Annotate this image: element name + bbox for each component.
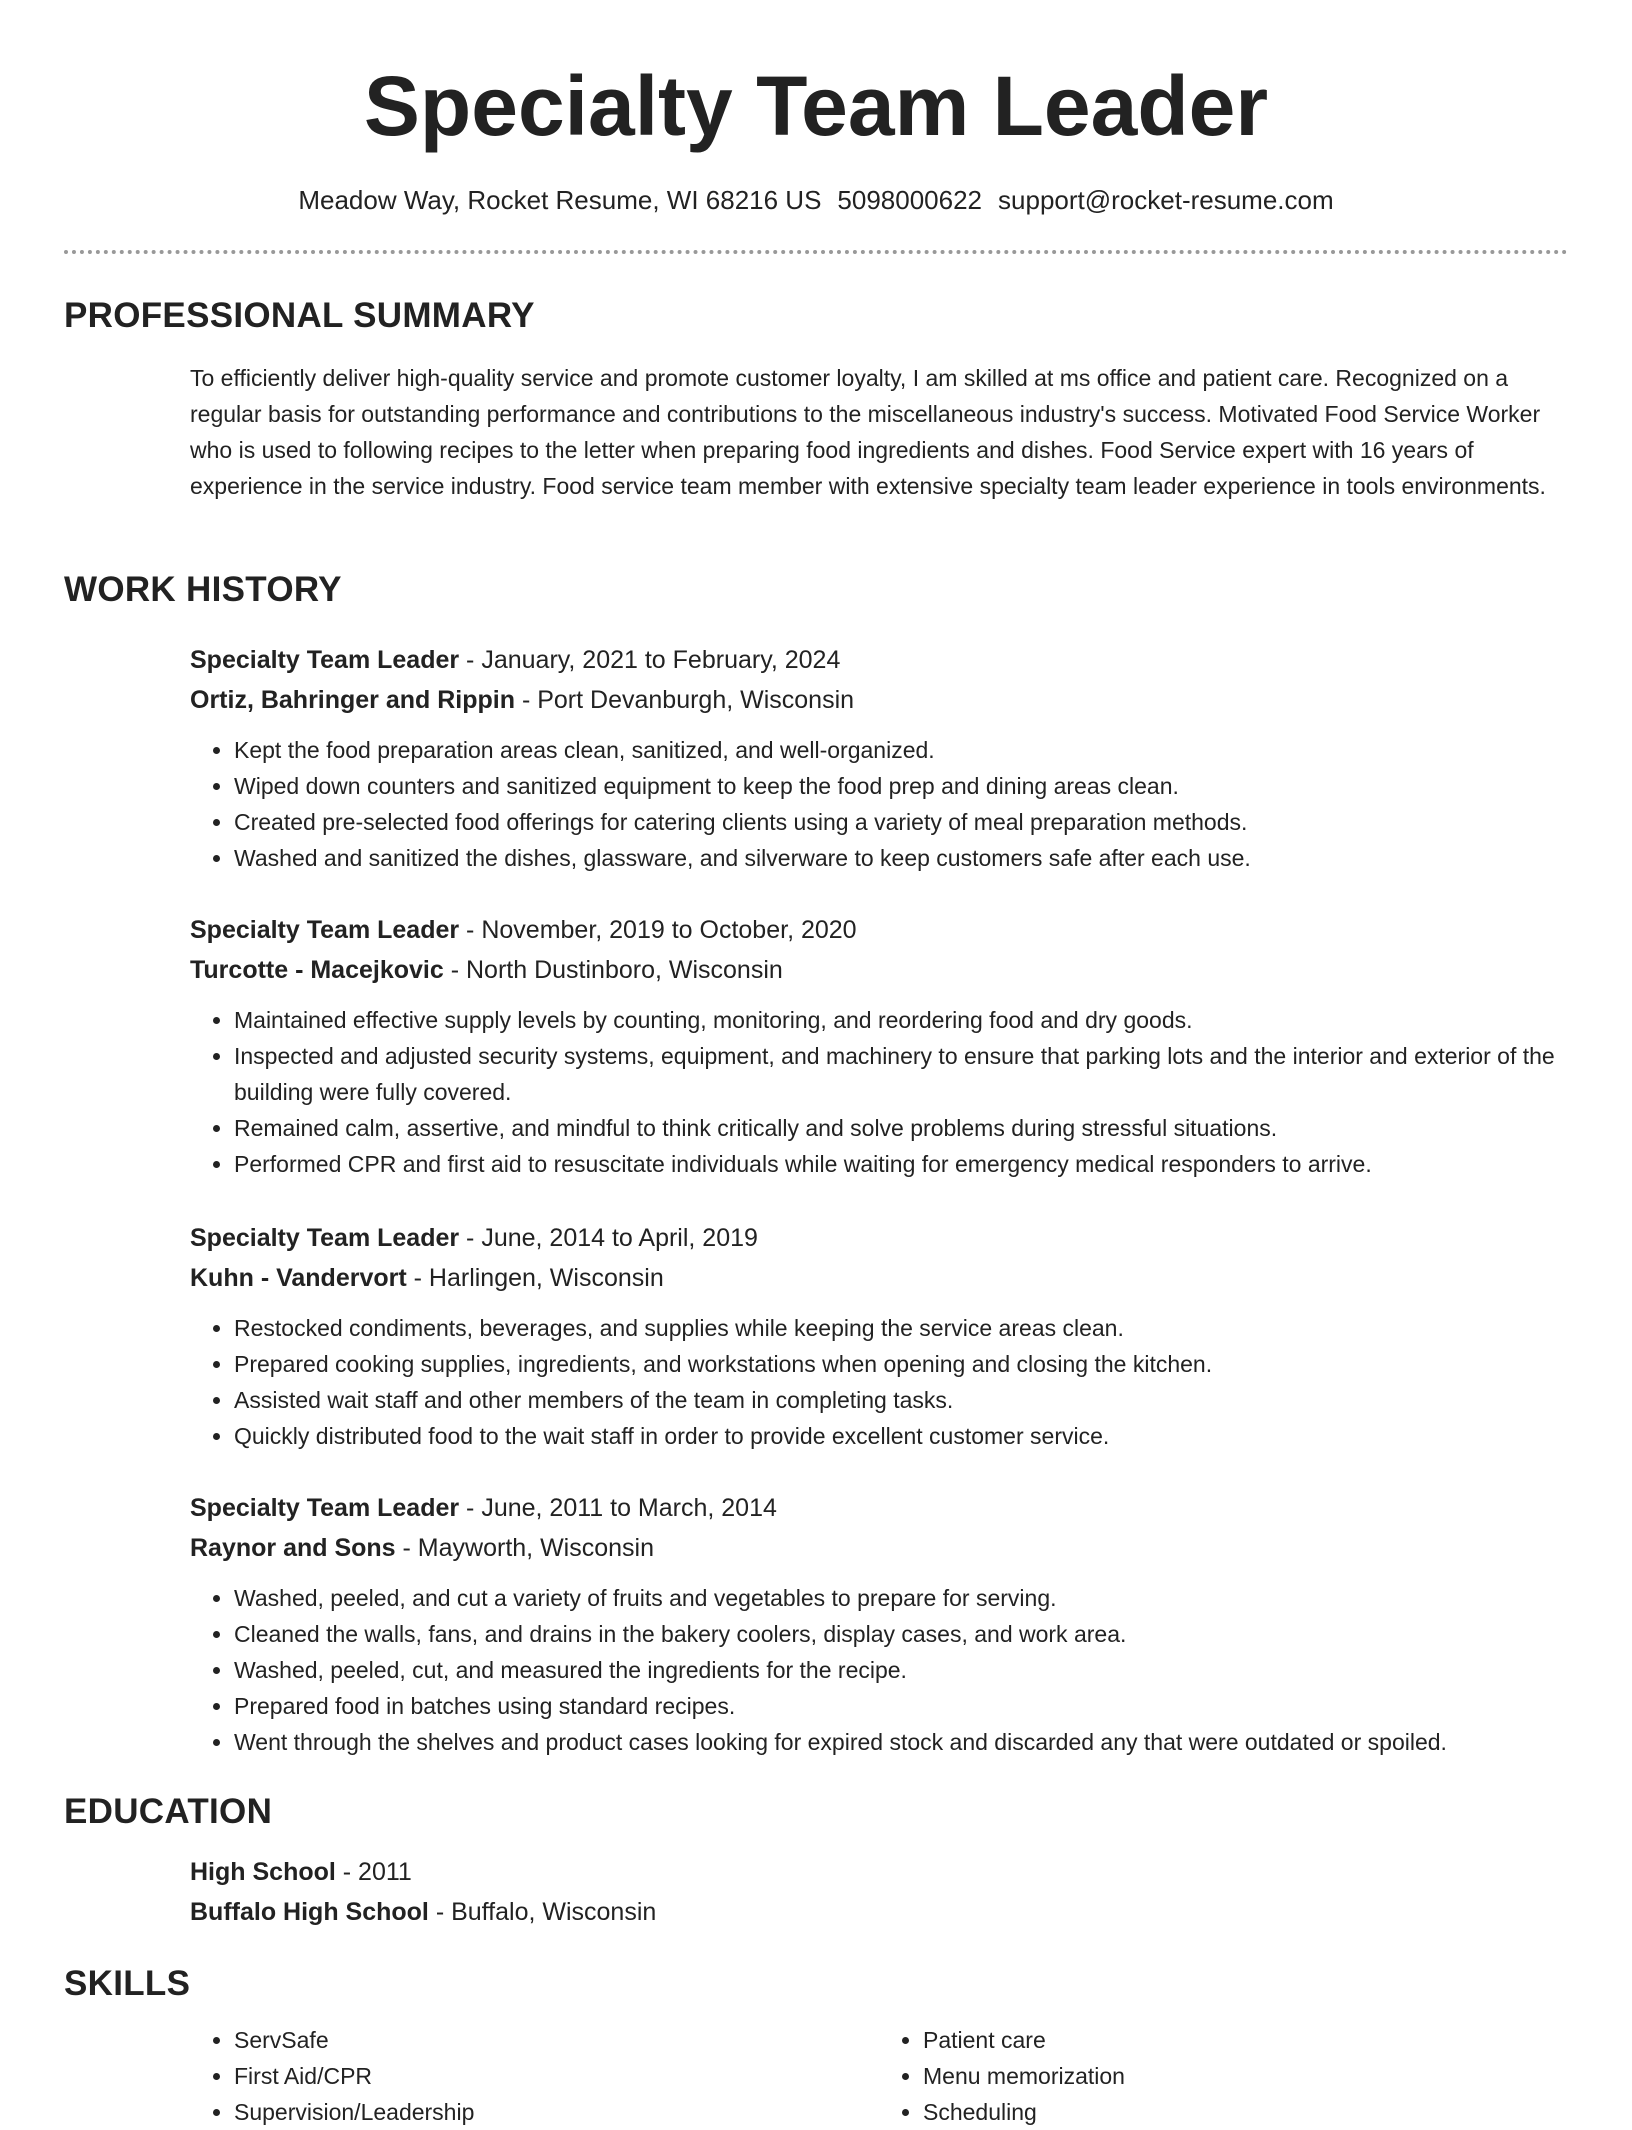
job-bullet: • Maintained effective supply levels by counting, monitoring, and reordering food and dry goods. — [234, 1002, 1568, 1038]
job-company: Turcotte - Macejkovic — [190, 956, 444, 984]
job-company: Kuhn - Vandervort — [190, 1264, 407, 1292]
job-role: Specialty Team Leader — [190, 916, 460, 944]
contact-phone: 5098000622 — [837, 185, 983, 215]
work-history-section — [64, 568, 1568, 612]
skill-item: • Scheduling — [923, 2094, 1568, 2130]
job-bullet: • Washed, peeled, cut, and measured the ingredients for the recipe. — [234, 1652, 1568, 1688]
job-bullets — [190, 1580, 1568, 1760]
job-bullets — [190, 1310, 1568, 1454]
job-location: - Port Devanburgh, Wisconsin — [515, 686, 855, 714]
work-history-title: WORK HISTORY — [64, 570, 342, 609]
job-title-line — [190, 640, 1568, 680]
skill-item: • Patient care — [923, 2022, 1568, 2058]
skill-item: • Supervision/Leadership — [234, 2094, 879, 2130]
skills-section — [64, 1962, 1568, 2130]
job-bullet: • Performed CPR and first aid to resuscitate individuals while waiting for emergency medical responders to arrive. — [234, 1146, 1568, 1182]
job-role: Specialty Team Leader — [190, 1494, 460, 1522]
job-dates: - June, 2011 to March, 2014 — [459, 1494, 777, 1522]
resume-name: Specialty Team Leader — [363, 59, 1269, 153]
job-entry — [64, 640, 1568, 876]
summary-text: To efficiently deliver high-quality service and promote customer loyalty, I am skilled at ms office and patient care. Recognized on a regular basis for outstanding performance and contributions to the miscellaneous industry's success. Motivated Food Service Worker who is used to following recipes to the letter when preparing food ingredients and dishes. Food Service expert with 16 years of experience in the service industry. Food service team member with extensive specialty team leader experience in tools environments. — [190, 365, 1546, 499]
job-company: Raynor and Sons — [190, 1534, 396, 1562]
education-year: - 2011 — [335, 1858, 412, 1886]
job-location: - Mayworth, Wisconsin — [395, 1534, 654, 1562]
job-company-line — [190, 950, 1568, 990]
job-bullet: • Kept the food preparation areas clean, sanitized, and well-organized. — [234, 732, 1568, 768]
job-dates: - June, 2014 to April, 2019 — [459, 1224, 758, 1252]
skills-list-left — [190, 2022, 879, 2130]
job-dates: - January, 2021 to February, 2024 — [459, 646, 841, 674]
summary-section — [64, 294, 1568, 504]
job-entry — [64, 910, 1568, 1182]
contact-line — [64, 182, 1568, 218]
job-location: - Harlingen, Wisconsin — [406, 1264, 664, 1292]
education-degree: High School — [190, 1858, 336, 1886]
job-company-line — [190, 1258, 1568, 1298]
education-school-line — [190, 1892, 1568, 1932]
job-entry — [64, 1488, 1568, 1760]
skills-grid — [190, 2022, 1568, 2130]
education-location: - Buffalo, Wisconsin — [428, 1898, 657, 1926]
skill-item: • Menu memorization — [923, 2058, 1568, 2094]
job-bullets — [190, 1002, 1568, 1182]
job-bullet: • Inspected and adjusted security systems, equipment, and machinery to ensure that parking lots and the interior and exterior of the building were fully covered. — [234, 1038, 1568, 1110]
skill-item: • First Aid/CPR — [234, 2058, 879, 2094]
job-bullet: • Created pre-selected food offerings for catering clients using a variety of meal preparation methods. — [234, 804, 1568, 840]
job-company: Ortiz, Bahringer and Rippin — [190, 686, 516, 714]
job-bullet: • Washed and sanitized the dishes, glassware, and silverware to keep customers safe after each use. — [234, 840, 1568, 876]
job-dates: - November, 2019 to October, 2020 — [459, 916, 857, 944]
education-degree-line — [190, 1852, 1568, 1892]
contact-email: support@rocket-resume.com — [998, 185, 1334, 215]
job-bullet: • Quickly distributed food to the wait staff in order to provide excellent customer service. — [234, 1418, 1568, 1454]
job-bullet: • Went through the shelves and product cases looking for expired stock and discarded any that were outdated or spoiled. — [234, 1724, 1568, 1760]
job-bullets — [190, 732, 1568, 876]
job-location: - North Dustinboro, Wisconsin — [443, 956, 783, 984]
job-entry — [64, 1218, 1568, 1454]
job-role: Specialty Team Leader — [190, 1224, 460, 1252]
job-title-line — [190, 1488, 1568, 1528]
skills-list-right — [879, 2022, 1568, 2130]
job-bullet: • Prepared food in batches using standard recipes. — [234, 1688, 1568, 1724]
resume-page — [64, 0, 1568, 2125]
education-school: Buffalo High School — [190, 1898, 429, 1926]
job-bullet: • Prepared cooking supplies, ingredients, and workstations when opening and closing the kitchen. — [234, 1346, 1568, 1382]
education-section — [64, 1790, 1568, 1932]
job-bullet: • Wiped down counters and sanitized equipment to keep the food prep and dining areas clean. — [234, 768, 1568, 804]
job-title-line — [190, 910, 1568, 950]
header-divider — [64, 250, 1568, 254]
job-bullet: • Restocked condiments, beverages, and supplies while keeping the service areas clean. — [234, 1310, 1568, 1346]
contact-address: Meadow Way, Rocket Resume, WI 68216 US — [298, 185, 822, 215]
job-bullet: • Assisted wait staff and other members of the team in completing tasks. — [234, 1382, 1568, 1418]
job-bullet: • Washed, peeled, and cut a variety of fruits and vegetables to prepare for serving. — [234, 1580, 1568, 1616]
education-title: EDUCATION — [64, 1792, 273, 1831]
job-bullet: • Cleaned the walls, fans, and drains in the bakery coolers, display cases, and work area. — [234, 1616, 1568, 1652]
job-title-line — [190, 1218, 1568, 1258]
job-role: Specialty Team Leader — [190, 646, 460, 674]
job-company-line — [190, 680, 1568, 720]
skills-title: SKILLS — [64, 1964, 191, 2003]
skill-item: • ServSafe — [234, 2022, 879, 2058]
summary-title: PROFESSIONAL SUMMARY — [64, 296, 535, 335]
job-company-line — [190, 1528, 1568, 1568]
job-bullet: • Remained calm, assertive, and mindful to think critically and solve problems during stressful situations. — [234, 1110, 1568, 1146]
